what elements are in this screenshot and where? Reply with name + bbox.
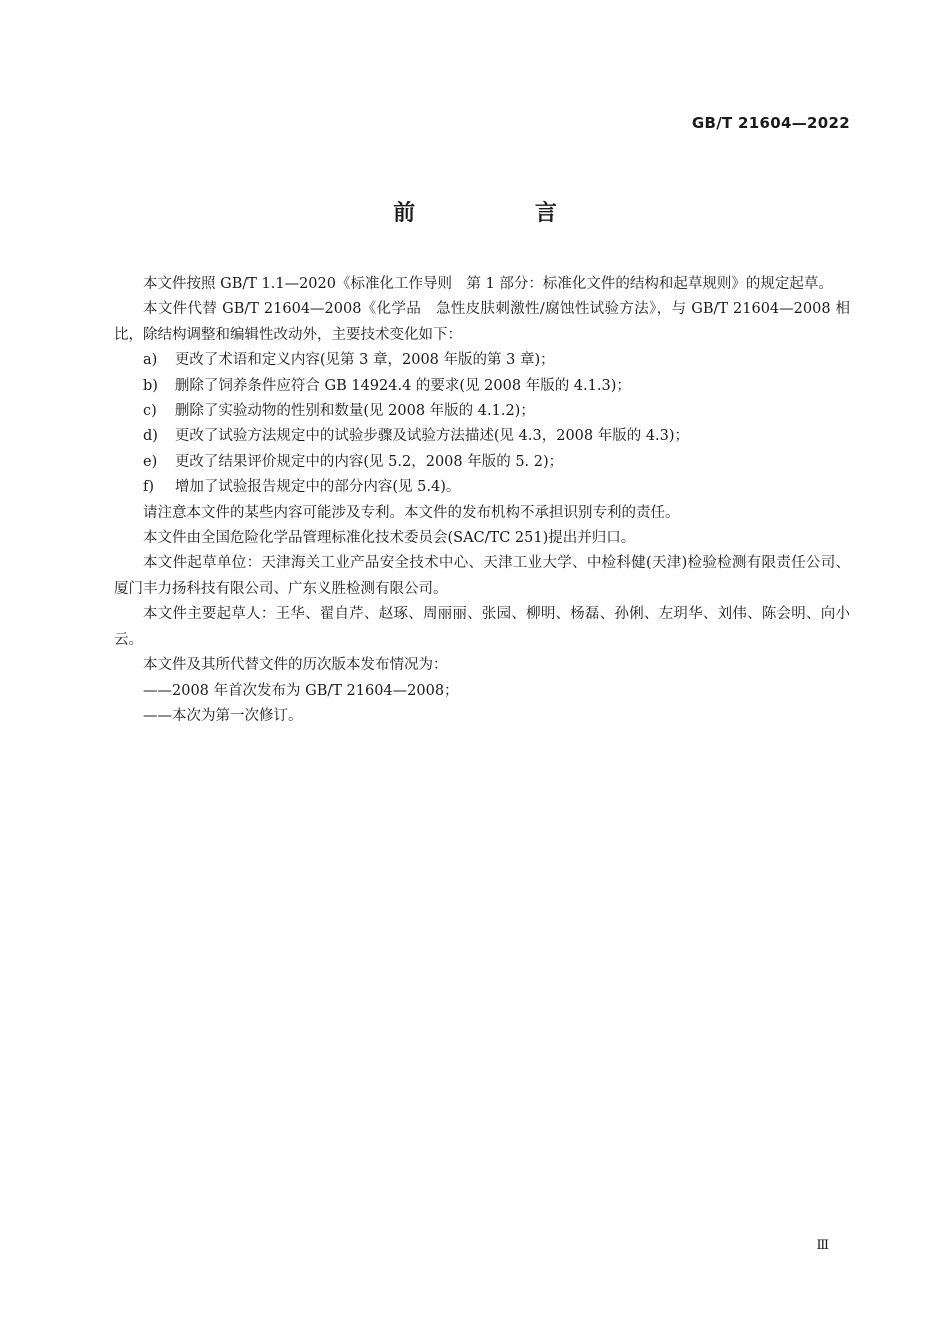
paragraph-drafters: 本文件主要起草人：王华、翟自芹、赵琢、周丽丽、张园、柳明、杨磊、孙俐、左玥华、刘伟、陈会明、向小云。: [114, 606, 850, 648]
change-text: 增加了试验报告规定中的部分内容(见 5.4)。: [174, 479, 461, 496]
change-text: 更改了试验方法规定中的试验步骤及试验方法描述(见 4.3，2008 年版的 4.3)；: [174, 428, 690, 445]
change-text: 更改了结果评价规定中的内容(见 5.2，2008 年版的 5. 2)；: [174, 453, 564, 470]
change-item: [114, 424, 850, 449]
change-text: 删除了饲养条件应符合 GB 14924.4 的要求(见 2008 年版的 4.1.3)；: [174, 377, 631, 394]
history-item: ——本次为第一次修订。: [143, 707, 303, 724]
paragraph-drafting-rules: 本文件按照 GB/T 1.1—2020《标准化工作导则 第 1 部分：标准化文件的结构和起草规则》的规定起草。: [143, 276, 833, 292]
paragraph-committee: 本文件由全国危险化学品管理标准化技术委员会(SAC/TC 251)提出并归口。: [143, 530, 636, 547]
paragraph-patent-notice: 请注意本文件的某些内容可能涉及专利。本文件的发布机构不承担识别专利的责任。: [143, 504, 680, 521]
change-marker: a): [143, 352, 158, 369]
page-title: 前 言: [393, 201, 613, 226]
change-marker: d): [143, 428, 158, 445]
change-item: [114, 348, 850, 373]
history-item: ——2008 年首次发布为 GB/T 21604—2008；: [143, 682, 459, 699]
change-item: [114, 374, 850, 399]
change-marker: b): [143, 377, 158, 394]
change-marker: f): [143, 479, 155, 496]
change-item: [114, 450, 850, 475]
foreword-body: [114, 272, 850, 729]
paragraph-history-intro: 本文件及其所代替文件的历次版本发布情况为：: [143, 657, 448, 674]
change-marker: e): [143, 453, 158, 470]
standard-number: GB/T 21604—2022: [691, 114, 850, 132]
change-marker: c): [143, 403, 157, 420]
page-number: Ⅲ: [816, 1238, 829, 1253]
change-item: [114, 475, 850, 500]
change-text: 删除了实验动物的性别和数量(见 2008 年版的 4.1.2)；: [174, 403, 535, 420]
change-item: [114, 399, 850, 424]
paragraph-replacement: 本文件代替 GB/T 21604—2008《化学品 急性皮肤刺激性/腐蚀性试验方法》，与 GB/T 21604—2008 相比，除结构调整和编辑性改动外，主要技术变化如下：: [114, 301, 850, 343]
paragraph-drafting-units: 本文件起草单位：天津海关工业产品安全技术中心、天津工业大学、中检科健(天津)检验检测有限责任公司、厦门丰力扬科技有限公司、广东义胜检测有限公司。: [114, 555, 850, 597]
change-text: 更改了术语和定义内容(见第 3 章，2008 年版的第 3 章)；: [174, 352, 555, 369]
